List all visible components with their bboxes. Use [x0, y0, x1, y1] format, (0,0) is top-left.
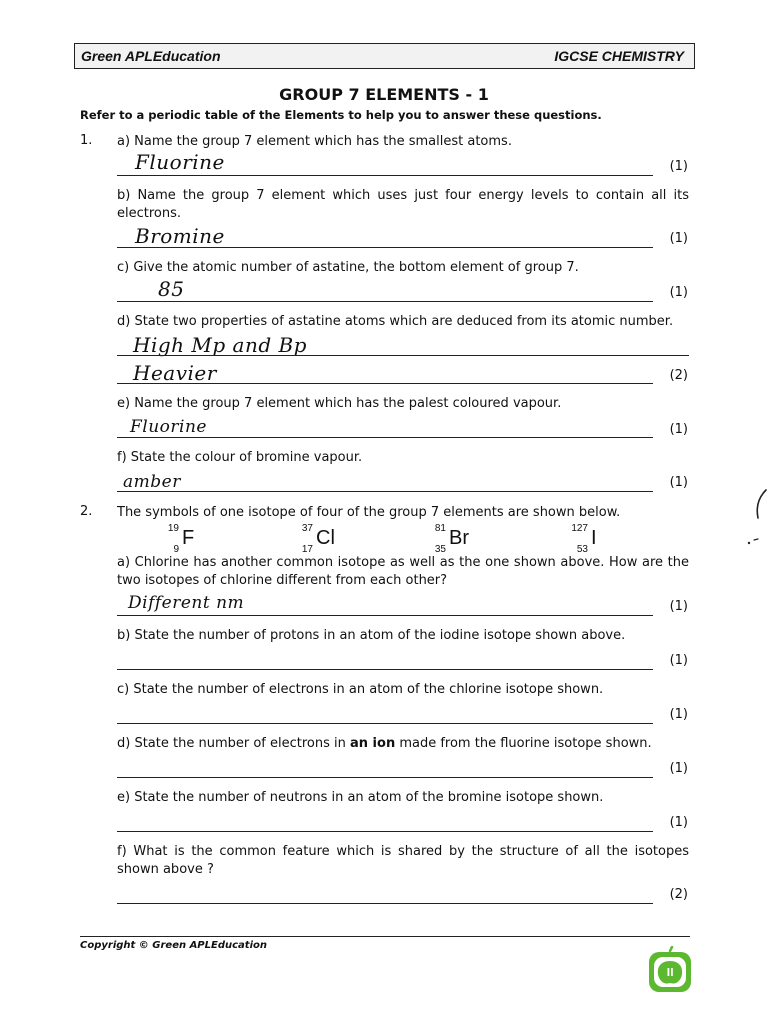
isotope-symbol: I [591, 527, 597, 549]
q2d-text-pre: d) State the number of electrons in [117, 736, 350, 751]
q1a-answer-line [117, 175, 653, 176]
apple-logo-icon [647, 946, 693, 994]
isotope-mass-number: 127 [571, 523, 588, 534]
q1f-marks: (1) [669, 475, 688, 490]
q2c-answer-line[interactable] [117, 723, 653, 724]
q1a-text: a) Name the group 7 element which has the smallest atoms. [117, 134, 512, 149]
q1e-marks: (1) [669, 422, 688, 437]
q2f-text: f) What is the common feature which is shared by the structure of all the isotopes shown above ? [117, 844, 689, 877]
q2d-text-post: made from the fluorine isotope shown. [395, 736, 652, 751]
isotope-atomic-number: 35 [434, 544, 446, 555]
isotope-mass-number: 81 [434, 523, 446, 534]
q2b-marks: (1) [669, 653, 688, 668]
worksheet-title: GROUP 7 ELEMENTS - 1 [279, 85, 489, 104]
q2a-answer-line [117, 615, 653, 616]
q2f-marks: (2) [669, 887, 688, 902]
q2c-marks: (1) [669, 707, 688, 722]
isotope-symbol: F [182, 527, 195, 549]
q2e-text: e) State the number of neutrons in an atom of the bromine isotope shown. [117, 790, 604, 805]
q2d-answer-line[interactable] [117, 777, 653, 778]
q2b-text: b) State the number of protons in an atom of the iodine isotope shown above. [117, 628, 626, 643]
q1c-marks: (1) [669, 285, 688, 300]
q2e-marks: (1) [669, 815, 688, 830]
isotope-atomic-number: 9 [173, 544, 179, 555]
q1d-answer-1[interactable]: High Mp and Bp [133, 333, 307, 357]
question-2-number: 2. [80, 504, 93, 519]
q2a-marks: (1) [669, 599, 688, 614]
isotope-atomic-number: 17 [301, 544, 313, 555]
isotope-mass-number: 19 [167, 523, 179, 534]
publisher-name: Green APLEducation [81, 48, 221, 64]
q1e-text: e) Name the group 7 element which has the palest coloured vapour. [117, 396, 562, 411]
q1e-answer[interactable]: Fluorine [130, 417, 207, 437]
margin-scribble [744, 488, 768, 550]
q1c-text: c) Give the atomic number of astatine, the bottom element of group 7. [117, 260, 579, 275]
q1d-answer-line-1 [117, 355, 689, 356]
instructions: Refer to a periodic table of the Elements to help you to answer these questions. [80, 108, 602, 122]
q1b-text: b) Name the group 7 element which uses just four energy levels to contain all its electrons. [117, 188, 689, 221]
isotope-mass-number: 37 [301, 523, 313, 534]
q1d-answer-line-2 [117, 383, 653, 384]
q2a-answer[interactable]: Different nm [128, 593, 245, 613]
header-bar [74, 43, 695, 69]
copyright-text: Copyright © Green APLEducation [80, 940, 267, 951]
q1d-answer-2[interactable]: Heavier [133, 361, 217, 385]
isotope-atomic-number: 53 [576, 544, 588, 555]
q1b-answer[interactable]: Bromine [135, 224, 225, 248]
q1f-text: f) State the colour of bromine vapour. [117, 450, 363, 465]
q1e-answer-line [117, 437, 653, 438]
q2a-text: a) Chlorine has another common isotope as well as the one shown above. How are the two isotopes of chlorine different from each other? [117, 555, 689, 588]
q1a-marks: (1) [669, 159, 688, 174]
q1a-answer[interactable]: Fluorine [135, 150, 225, 174]
q1b-marks: (1) [669, 231, 688, 246]
q2f-answer-line[interactable] [117, 903, 653, 904]
isotope-symbol: Br [449, 527, 469, 549]
q2d-marks: (1) [669, 761, 688, 776]
q2e-answer-line[interactable] [117, 831, 653, 832]
q2-intro: The symbols of one isotope of four of the group 7 elements are shown below. [117, 505, 621, 520]
q1b-answer-line [117, 247, 653, 248]
q2b-answer-line[interactable] [117, 669, 653, 670]
q2d-text [117, 735, 689, 753]
footer-divider [80, 936, 690, 937]
question-1-number: 1. [80, 133, 93, 148]
q1f-answer[interactable]: amber [123, 472, 181, 492]
q1f-answer-line [117, 491, 653, 492]
q1c-answer[interactable]: 85 [158, 277, 185, 301]
q1d-text: d) State two properties of astatine atoms which are deduced from its atomic number. [117, 314, 674, 329]
q2c-text: c) State the number of electrons in an atom of the chlorine isotope shown. [117, 682, 604, 697]
isotope-symbol: Cl [316, 527, 335, 549]
q1c-answer-line [117, 301, 653, 302]
q2d-text-emphasis: an ion [350, 736, 396, 751]
subject-name: IGCSE CHEMISTRY [554, 48, 684, 64]
q1d-marks: (2) [669, 368, 688, 383]
